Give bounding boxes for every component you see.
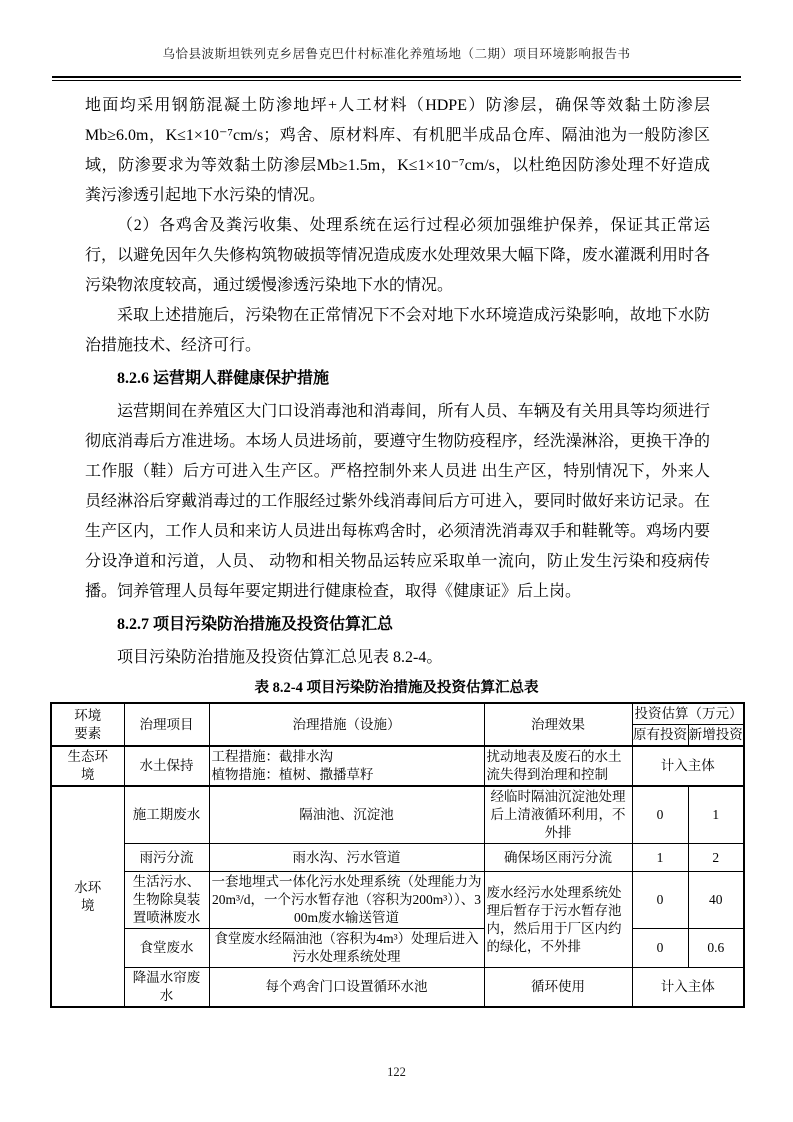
cell-original-investment: 0 bbox=[632, 872, 688, 929]
cell-new-investment: 40 bbox=[688, 872, 744, 929]
cell-project: 生活污水、生物除臭装置喷淋废水 bbox=[124, 872, 209, 929]
header-cell-original-investment: 原有投资 bbox=[632, 725, 688, 747]
cell-project: 雨污分流 bbox=[124, 844, 209, 872]
cell-investment-merged: 计入主体 bbox=[632, 968, 744, 1008]
group-water-label: 水环境 bbox=[74, 879, 102, 913]
group-eco-label: 生态环境 bbox=[67, 749, 108, 782]
cell-original-investment: 0 bbox=[632, 929, 688, 968]
table-row-cooling-curtain-wastewater bbox=[51, 968, 744, 1008]
measure-line-1: 工程措施：截排水沟 bbox=[211, 749, 333, 764]
group-cell-eco-environment bbox=[51, 746, 124, 786]
cell-measures: 每个鸡舍门口设置循环水池 bbox=[209, 968, 484, 1008]
table-row-soil-conservation bbox=[51, 746, 744, 786]
cell-measures: 雨水沟、污水管道 bbox=[209, 844, 484, 872]
table-row-canteen-wastewater bbox=[51, 929, 744, 968]
table-container bbox=[50, 702, 743, 1008]
cell-measures: 一套地埋式一体化污水处理系统（处理能力为20m³/d，一个污水暂存池（容积为200m³））、300m废水输送管道 bbox=[209, 872, 484, 929]
cell-project: 施工期废水 bbox=[124, 786, 209, 844]
cell-project: 降温水帘废水 bbox=[124, 968, 209, 1008]
cell-project: 水土保持 bbox=[124, 746, 209, 786]
header-env-factor-label: 环境要素 bbox=[74, 707, 102, 741]
header-cell-env-factor bbox=[51, 703, 124, 746]
cell-new-investment: 1 bbox=[688, 786, 744, 844]
paragraph-table-reference: 项目污染防治措施及投资估算汇总见表 8.2-4。 bbox=[117, 649, 443, 666]
cell-measures: 隔油池、沉淀池 bbox=[209, 786, 484, 844]
cell-effect: 确保场区雨污分流 bbox=[484, 844, 632, 872]
cell-new-investment: 2 bbox=[688, 844, 744, 872]
paragraph-groundwater-seepage: 地面均采用钢筋混凝土防渗地坪+人工材料（HDPE）防渗层，确保等效黏土防渗层Mb≥6.0m，K≤1×10⁻⁷cm/s；鸡舍、原材料库、有机肥半成品仓库、隔油池为一般防渗区域，防渗要求为等效黏土防渗层Mb≥1.5m，K≤1×10⁻⁷cm/s，以杜绝因防渗处理不好造成粪污渗透引起地下水污染的情况。 bbox=[85, 97, 710, 204]
cell-original-investment: 0 bbox=[632, 786, 688, 844]
cell-effect: 循环使用 bbox=[484, 968, 632, 1008]
header-divider bbox=[52, 76, 741, 81]
paragraph-maintenance: （2）各鸡舍及粪污收集、处理系统在运行过程必须加强维护保养，保证其正常运行，以避免因年久失修构筑物破损等情况造成废水处理效果大幅下降，废水灌溉利用时各污染物浓度较高，通过缓慢渗透污染地下水的情况。 bbox=[85, 217, 710, 294]
paragraph-conclusion: 采取上述措施后，污染物在正常情况下不会对地下水环境造成污染影响，故地下水防治措施技术、经济可行。 bbox=[85, 307, 710, 354]
pollution-measures-table bbox=[50, 702, 745, 1008]
header-cell-new-investment: 新增投资 bbox=[688, 725, 744, 747]
table-header-row-1 bbox=[51, 703, 744, 725]
header-cell-effect: 治理效果 bbox=[484, 703, 632, 746]
section-heading-8-2-7: 8.2.7 项目污染防治措施及投资估算汇总 bbox=[117, 616, 394, 633]
paragraph-health-protection: 运营期间在养殖区大门口设消毒池和消毒间，所有人员、车辆及有关用具等均须进行彻底消毒后方准进场。本场人员进场前，要遵守生物防疫程序，经洗澡淋浴，更换干净的工作服（鞋）后方可进入生产区。严格控制外来人员进 出生产区，特别情况下，外来人员经淋浴后穿戴消毒过的工作服经过紫外线消毒间后方可进入，要同时做好来访记录。在生产区内，工作人员和来访人员进出每栋鸡舍时，必须清洗消毒双手和鞋靴等。鸡场内要分设净道和污道，人员、 动物和相关物品运转应采取单一流向，防止发生污染和疫病传播。饲养管理人员每年要定期进行健康检查，取得《健康证》后上岗。 bbox=[85, 403, 710, 600]
cell-effect: 经临时隔油沉淀池处理后上清液循环利用，不外排 bbox=[484, 786, 632, 844]
cell-measures: 食堂废水经隔油池（容积为4m³）处理后进入污水处理系统处理 bbox=[209, 929, 484, 968]
section-heading-8-2-6: 8.2.6 运营期人群健康保护措施 bbox=[117, 370, 330, 387]
header-cell-project: 治理项目 bbox=[124, 703, 209, 746]
table-caption: 表 8.2-4 项目污染防治措施及投资估算汇总表 bbox=[254, 680, 539, 696]
header-title: 乌恰县波斯坦铁列克乡居鲁克巴什村标准化养殖场地（二期）项目环境影响报告书 bbox=[162, 47, 631, 61]
header-cell-measures: 治理措施（设施） bbox=[209, 703, 484, 746]
cell-measures bbox=[209, 746, 484, 786]
measure-line-2: 植物措施：植树、撒播草籽 bbox=[211, 767, 374, 782]
cell-effect-merged: 废水经污水处理系统处理后暂存于污水暂存池内，然后用于厂区内约的绿化，不外排 bbox=[484, 872, 632, 968]
document-body bbox=[85, 91, 710, 673]
cell-investment-merged: 计入主体 bbox=[632, 746, 744, 786]
cell-original-investment: 1 bbox=[632, 844, 688, 872]
table-row-domestic-sewage bbox=[51, 872, 744, 929]
page-number: 122 bbox=[387, 1065, 406, 1079]
cell-new-investment: 0.6 bbox=[688, 929, 744, 968]
group-cell-water-environment bbox=[51, 786, 124, 1007]
header-cell-investment: 投资估算（万元） bbox=[632, 703, 744, 725]
table-row-rain-sewage-diversion bbox=[51, 844, 744, 872]
cell-project: 食堂废水 bbox=[124, 929, 209, 968]
cell-effect: 扰动地表及废石的水土流失得到治理和控制 bbox=[484, 746, 632, 786]
table-row-construction-wastewater bbox=[51, 786, 744, 844]
